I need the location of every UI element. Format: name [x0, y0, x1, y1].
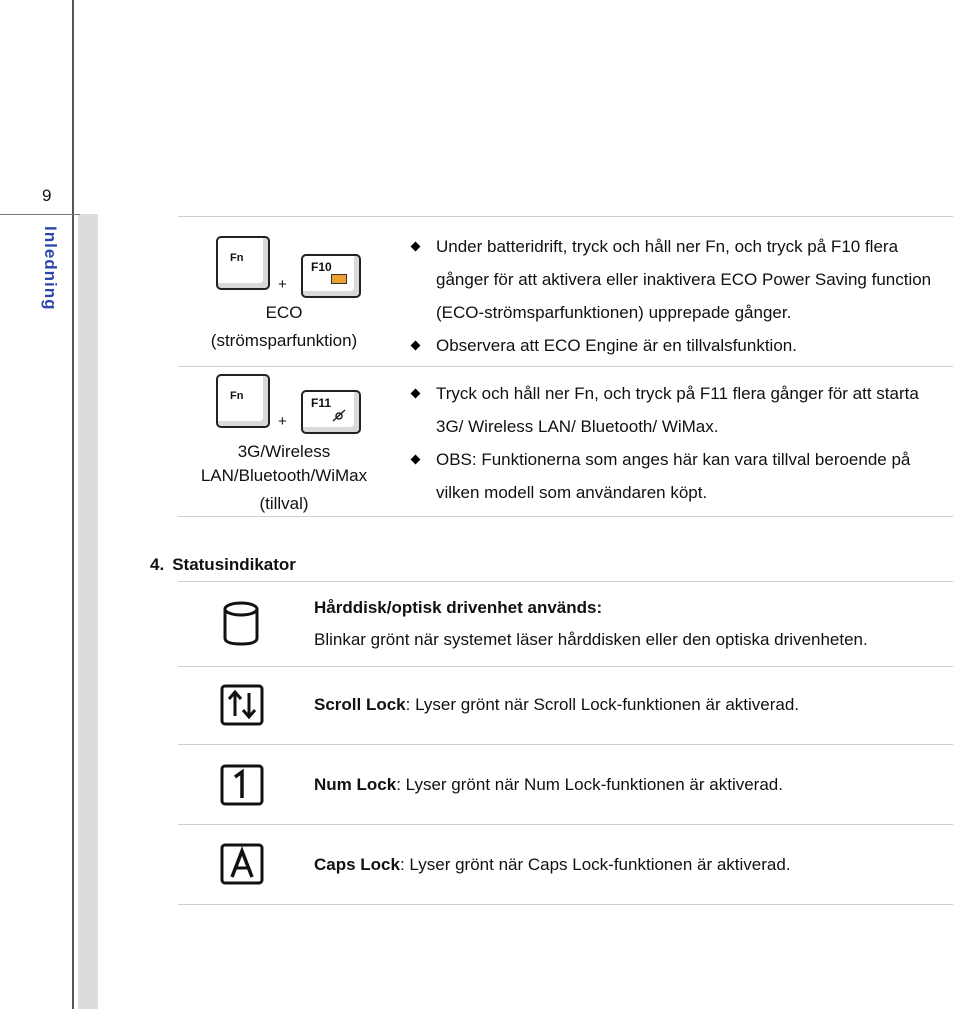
eco-icon	[331, 274, 347, 284]
wireless-icon	[331, 408, 347, 425]
plus-sign: +	[278, 413, 287, 430]
list-item	[410, 329, 940, 362]
section-tab: Inledning	[41, 226, 60, 311]
fn-key-icon	[216, 374, 270, 428]
bullet-text: OBS: Funktionerna som anges här kan vara tillval beroende på vilken modell som användaren köpt.	[436, 450, 911, 502]
wireless-label	[176, 440, 392, 516]
page-number: 9	[42, 186, 52, 205]
scroll-lock-text	[314, 695, 799, 715]
num-lock-description: : Lyser grönt när Num Lock-funktionen är aktiverad.	[396, 775, 783, 794]
eco-bullets	[410, 230, 940, 362]
list-item	[410, 230, 940, 329]
table-rule	[178, 516, 953, 517]
wireless-label-line: 3G/Wireless	[237, 442, 331, 461]
eco-label-line: (strömsparfunktion)	[210, 331, 358, 350]
table-rule	[178, 666, 953, 667]
scroll-lock-name: Scroll Lock	[314, 695, 406, 714]
scroll-lock-description: : Lyser grönt när Scroll Lock-funktionen är aktiverad.	[405, 695, 800, 714]
bullet-text: Tryck och håll ner Fn, och tryck på F11 flera gånger för att starta 3G/ Wireless LAN/ Bluetooth/ WiMax.	[436, 384, 919, 436]
bullet-text: Observera att ECO Engine är en tillvalsfunktion.	[436, 336, 797, 355]
scroll-lock-icon	[220, 684, 264, 731]
fn-key-label: Fn	[230, 252, 244, 264]
hard-disk-text: Blinkar grönt när systemet läser hårddisken eller den optiska drivenheten.	[314, 630, 868, 649]
bullet-icon	[411, 455, 421, 465]
table-rule	[178, 744, 953, 745]
eco-label	[186, 301, 382, 353]
wireless-bullets	[410, 377, 940, 509]
table-rule	[178, 581, 953, 582]
plus-sign: +	[278, 276, 287, 293]
f10-key-label: F10	[311, 260, 332, 274]
fn-key-icon	[216, 236, 270, 290]
fn-key-label: Fn	[230, 390, 244, 402]
eco-label-line: ECO	[265, 303, 303, 322]
margin-line	[72, 0, 74, 1009]
section-number: 4.	[150, 555, 165, 574]
caps-lock-icon	[220, 843, 264, 890]
bullet-icon	[411, 389, 421, 399]
f10-key-icon	[301, 254, 361, 298]
num-lock-icon	[220, 764, 264, 811]
section-title: Statusindikator	[172, 555, 296, 574]
hard-disk-title: Hårddisk/optisk drivenhet används:	[314, 598, 603, 617]
section-heading	[150, 555, 304, 575]
table-rule	[178, 824, 953, 825]
list-item	[410, 377, 940, 443]
f11-key-label: F11	[311, 396, 332, 410]
table-rule	[178, 216, 953, 217]
num-lock-text	[314, 775, 783, 795]
bullet-text: Under batteridrift, tryck och håll ner Fn, och tryck på F10 flera gånger för att aktivera eller inaktivera ECO Power Saving function (ECO-strömsparfunktionen) upprepade gånger.	[436, 237, 932, 322]
caps-lock-description: : Lyser grönt när Caps Lock-funktionen är aktiverad.	[399, 855, 791, 874]
table-rule	[178, 366, 953, 367]
side-band	[78, 214, 98, 1009]
caps-lock-name: Caps Lock	[314, 855, 400, 874]
f11-key-icon	[301, 390, 361, 434]
wireless-label-line: (tillval)	[259, 494, 309, 513]
page-number-rule	[0, 214, 80, 215]
bullet-icon	[411, 242, 421, 252]
list-item	[410, 443, 940, 509]
bullet-icon	[411, 341, 421, 351]
table-rule	[178, 904, 953, 905]
wireless-label-line: LAN/Bluetooth/WiMax	[200, 466, 368, 485]
num-lock-name: Num Lock	[314, 775, 397, 794]
caps-lock-text	[314, 855, 791, 875]
hard-disk-icon	[220, 600, 262, 653]
